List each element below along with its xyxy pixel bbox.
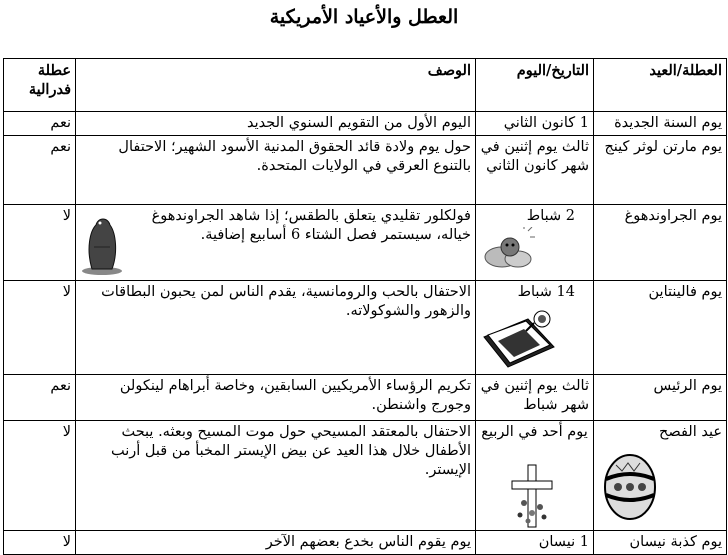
easter-egg-icon <box>602 451 658 521</box>
federal-status: لا <box>4 531 76 555</box>
holiday-name: يوم السنة الجديدة <box>594 112 727 136</box>
federal-status: نعم <box>4 375 76 421</box>
holiday-description: يوم يقوم الناس بخدع بعضهم الآخر <box>76 531 476 555</box>
groundhog-icon <box>80 209 126 275</box>
holiday-date: يوم أحد في الربيع <box>481 424 588 440</box>
table-row <box>4 205 727 281</box>
holiday-name: عيد الفصح <box>659 424 722 440</box>
table-row <box>4 281 727 375</box>
federal-status: نعم <box>4 112 76 136</box>
holiday-name: يوم كذبة نيسان <box>594 531 727 555</box>
holiday-date: 14 شباط <box>517 284 575 300</box>
table-row <box>4 136 727 205</box>
federal-status: لا <box>4 281 76 375</box>
holiday-description: الاحتفال بالمعتقد المسيحي حول موت المسيح وبعثه. يبحث الأطفال خلال هذا العيد عن بيض الإيستر المخبأ من قبل أرنب الإيستر. <box>76 421 476 531</box>
holiday-description-cell <box>76 205 476 281</box>
cross-flowers-icon <box>510 463 558 529</box>
table-row <box>4 531 727 555</box>
holiday-name-cell <box>594 205 727 281</box>
holiday-name: يوم الرئيس <box>594 375 727 421</box>
holiday-date: 1 نيسان <box>476 531 594 555</box>
holiday-date: ثالث يوم إثنين في شهر شباط <box>476 375 594 421</box>
holiday-date: ثالث يوم إثنين في شهر كانون الثاني <box>476 136 594 205</box>
holiday-name: يوم فالينتاين <box>594 281 727 375</box>
header-date: التاريخ/اليوم <box>476 59 594 112</box>
holiday-description: فولكلور تقليدي يتعلق بالطقس؛ إذا شاهد الجراوندهوغ خياله، سيستمر فصل الشتاء 6 أسابيع إضافية. <box>151 208 471 243</box>
holiday-name-cell <box>594 421 727 531</box>
federal-status: لا <box>4 421 76 531</box>
table-row <box>4 375 727 421</box>
holiday-description: الاحتفال بالحب والرومانسية، يقدم الناس لمن يحبون البطاقات والزهور والشوكولاته. <box>76 281 476 375</box>
header-description: الوصف <box>76 59 476 112</box>
page-title: العطل والأعياد الأمريكية <box>269 6 459 28</box>
holiday-date-cell <box>476 421 594 531</box>
holiday-description: تكريم الرؤساء الأمريكيين السابقين، وخاصة أبراهام لينكولن وجورج واشنطن. <box>76 375 476 421</box>
table-header-row <box>4 59 727 112</box>
holiday-description: حول يوم ولادة قائد الحقوق المدنية الأسود الشهير؛ الاحتفال بالتنوع العرقي في الولايات المتحدة. <box>76 136 476 205</box>
holiday-name: يوم الجراوندهوغ <box>624 208 722 224</box>
table-row <box>4 112 727 136</box>
holiday-description: اليوم الأول من التقويم السنوي الجديد <box>76 112 476 136</box>
federal-status: لا <box>4 205 76 281</box>
table-row <box>4 421 727 531</box>
holiday-date: 1 كانون الثاني <box>476 112 594 136</box>
groundhog-cloud-icon <box>482 227 536 271</box>
holiday-name: يوم مارتن لوثر كينج <box>594 136 727 205</box>
heart-gift-box-icon <box>478 307 558 371</box>
holidays-table <box>3 58 727 555</box>
federal-status: نعم <box>4 136 76 205</box>
holiday-date-cell <box>476 205 594 281</box>
holiday-date-cell <box>476 281 594 375</box>
header-federal: عطلة فدرالية <box>4 59 76 112</box>
holiday-date: 2 شباط <box>526 208 575 224</box>
header-holiday: العطلة/العيد <box>594 59 727 112</box>
